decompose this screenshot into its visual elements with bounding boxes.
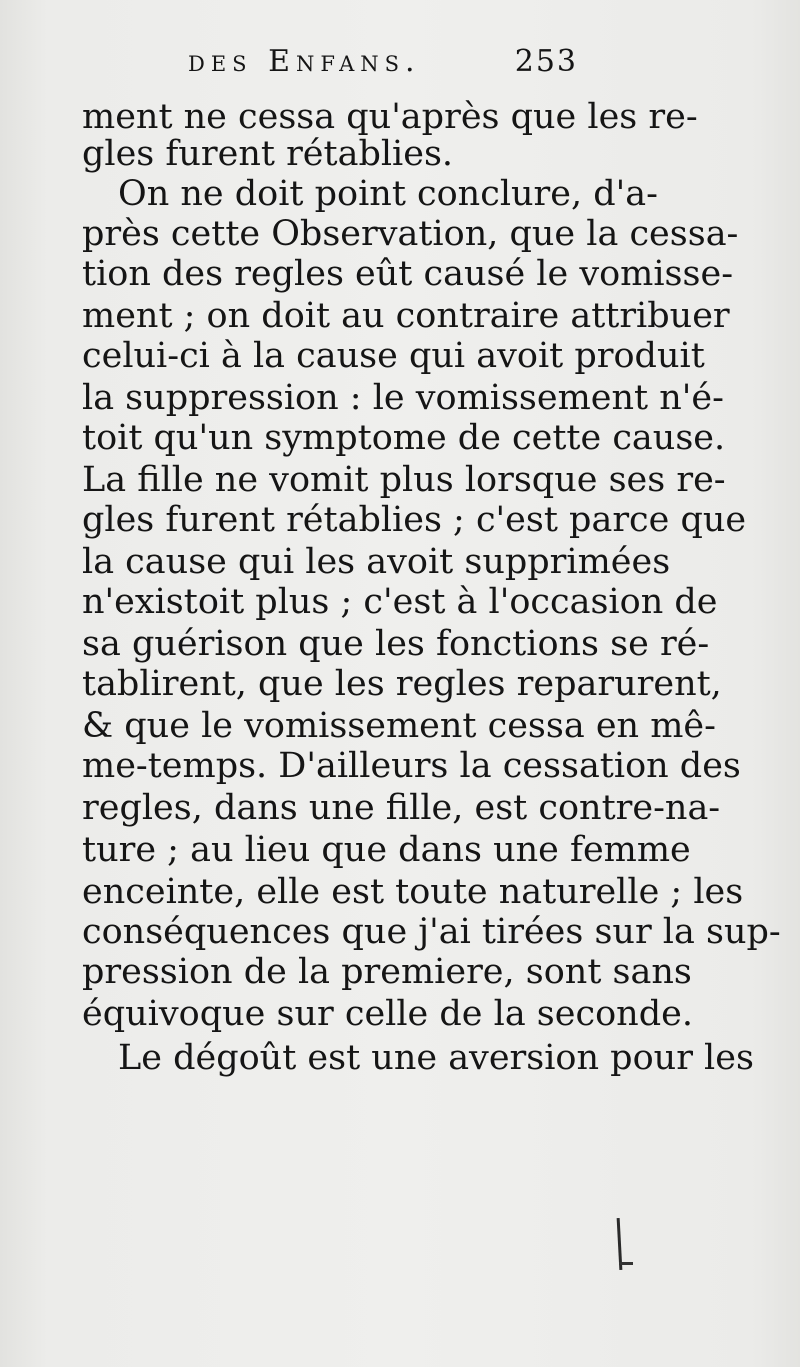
text-line-9: toit qu'un symptome de cette cause. bbox=[82, 418, 726, 458]
text-line-19: ture ; au lieu que dans une femme bbox=[82, 830, 691, 870]
paragraph-start-line-2: Le dégoût est une aversion pour les bbox=[118, 1038, 754, 1078]
text-line-14: sa guérison que les fonctions se ré- bbox=[82, 624, 710, 664]
text-line-1: ment ne cessa qu'après que les re- bbox=[82, 97, 698, 137]
text-line-8: la suppression : le vomissement n'é- bbox=[82, 378, 724, 418]
running-title: des Enfans. bbox=[188, 44, 421, 79]
ink-mark-foot bbox=[619, 1262, 633, 1265]
text-line-20: enceinte, elle est toute naturelle ; les bbox=[82, 872, 744, 912]
text-line-21: conséquences que j'ai tirées sur la sup- bbox=[82, 912, 781, 952]
text-line-18: regles, dans une fille, est contre-na- bbox=[82, 788, 721, 828]
text-line-23: équivoque sur celle de la seconde. bbox=[82, 994, 693, 1034]
page-number: 253 bbox=[514, 44, 578, 79]
text-line-13: n'existoit plus ; c'est à l'occasion de bbox=[82, 582, 718, 622]
text-line-12: la cause qui les avoit supprimées bbox=[82, 542, 671, 582]
text-line-11: gles furent rétablies ; c'est parce que bbox=[82, 500, 747, 540]
text-line-17: me-temps. D'ailleurs la cessation des bbox=[82, 746, 741, 786]
text-line-15: tablirent, que les regles reparurent, bbox=[82, 664, 722, 704]
text-line-16: & que le vomissement cessa en mê- bbox=[82, 706, 716, 746]
text-line-22: pression de la premiere, sont sans bbox=[82, 952, 692, 992]
paragraph-start-line: On ne doit point conclure, d'a- bbox=[118, 174, 658, 214]
text-line-7: celui-ci à la cause qui avoit produit bbox=[82, 336, 705, 376]
text-line-2: gles furent rétablies. bbox=[82, 134, 454, 174]
text-line-6: ment ; on doit au contraire attribuer bbox=[82, 296, 730, 336]
text-line-10: La fille ne vomit plus lorsque ses re- bbox=[82, 460, 726, 500]
text-line-5: tion des regles eût causé le vomisse- bbox=[82, 254, 734, 294]
text-line-4: près cette Observation, que la cessa- bbox=[82, 214, 739, 254]
running-header bbox=[188, 44, 578, 88]
